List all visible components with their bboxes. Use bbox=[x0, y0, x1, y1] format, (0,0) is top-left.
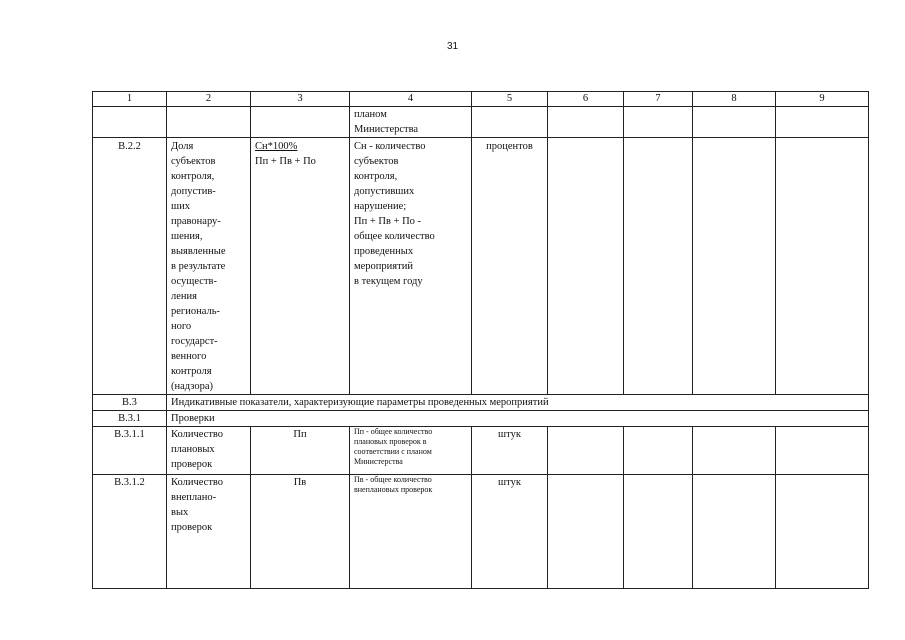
formula-cell: Пп bbox=[251, 427, 350, 475]
text-line: Министерства bbox=[354, 124, 419, 135]
column-header-9: 9 bbox=[776, 92, 869, 107]
section-title: Проверки bbox=[167, 411, 869, 427]
section-row-b31 bbox=[93, 411, 869, 427]
formula-cell: Пв bbox=[251, 475, 350, 589]
description-cell: Сн - количество субъектов контроля, допустивших нарушение; Пп + Пв + По - общее количество проведенных мероприятий в текущем году bbox=[350, 138, 472, 395]
section-code: В.3 bbox=[93, 395, 167, 411]
indicator-name: Количество внеплано- вых проверок bbox=[167, 475, 251, 589]
formula-cell bbox=[251, 138, 350, 395]
unit-cell: штук bbox=[472, 475, 548, 589]
indicator-code: В.3.1.2 bbox=[93, 475, 167, 589]
column-header-2: 2 bbox=[167, 92, 251, 107]
formula-numerator: Сн*100% bbox=[255, 141, 298, 152]
column-header-5: 5 bbox=[472, 92, 548, 107]
section-title: Индикативные показатели, характеризующие параметры проведенных мероприятий bbox=[167, 395, 869, 411]
column-header-1: 1 bbox=[93, 92, 167, 107]
table-row-b311 bbox=[93, 427, 869, 475]
unit-cell: штук bbox=[472, 427, 548, 475]
indicator-code: В.2.2 bbox=[93, 138, 167, 395]
column-header-8: 8 bbox=[693, 92, 776, 107]
table-row-b222 bbox=[93, 138, 869, 395]
column-header-7: 7 bbox=[624, 92, 693, 107]
column-header-4: 4 bbox=[350, 92, 472, 107]
indicator-name: Доля субъектов контроля, допустив- ших правонару- шения, выявленные в результате осуществ- ления региональ- ного государст- венного контроля (надзора) bbox=[167, 138, 251, 395]
description-cell: Пв - общее количество внеплановых проверок bbox=[350, 475, 472, 589]
section-code: В.3.1 bbox=[93, 411, 167, 427]
header-row bbox=[93, 92, 869, 107]
description-cell: Пп - общее количество плановых проверок в соответствии с планом Министерства bbox=[350, 427, 472, 475]
page-number: 31 bbox=[446, 41, 459, 52]
table-row-b312 bbox=[93, 475, 869, 589]
column-header-3: 3 bbox=[251, 92, 350, 107]
section-row-b3 bbox=[93, 395, 869, 411]
table-row-continuation bbox=[93, 107, 869, 138]
column-header-6: 6 bbox=[548, 92, 624, 107]
indicator-code: В.3.1.1 bbox=[93, 427, 167, 475]
text-line: планом bbox=[354, 109, 387, 120]
indicator-table bbox=[92, 91, 869, 589]
unit-cell: процентов bbox=[472, 138, 548, 395]
formula-denominator: Пп + Пв + По bbox=[255, 156, 316, 167]
indicator-name: Количество плановых проверок bbox=[167, 427, 251, 475]
description-cell bbox=[350, 107, 472, 138]
